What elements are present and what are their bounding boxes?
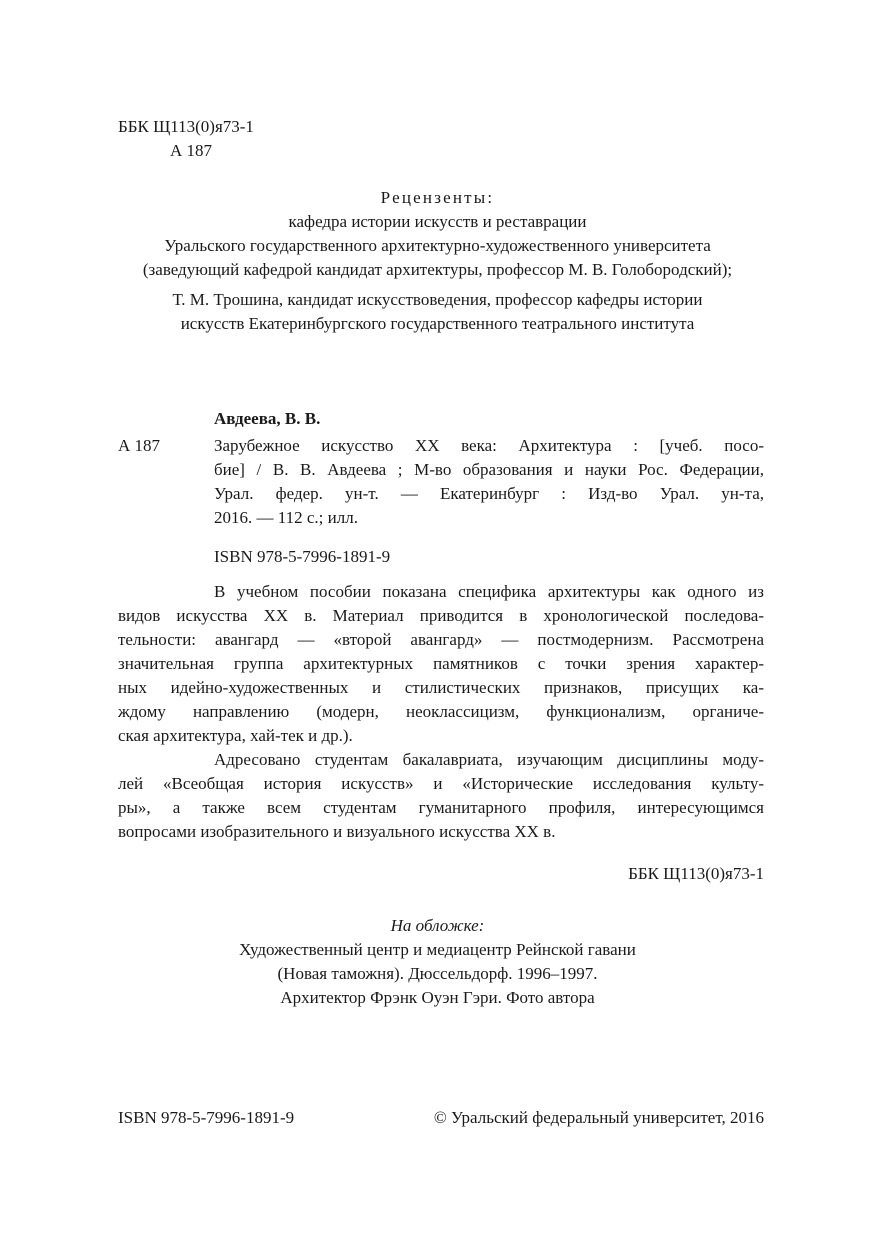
- entry-line: бие] / В. В. Авдеева ; М-во образования и науки Рос. Федерации,: [214, 460, 764, 479]
- annotation-line: ных идейно-художественных и стилистических признаков, присущих ка-: [118, 678, 764, 697]
- entry-author-mark: А 187: [118, 436, 161, 455]
- cover-line: (Новая таможня). Дюссельдорф. 1996–1997.: [277, 964, 598, 983]
- annotation-line: ская архитектура, хай-тек и др.).: [118, 726, 353, 745]
- annotation-line: видов искусства XX в. Материал приводится в хронологической последова-: [118, 606, 764, 625]
- annotation-line: ждому направлению (модерн, неоклассицизм, функционализм, органиче-: [118, 702, 764, 721]
- annotation-line: тельности: авангард — «второй авангард» — постмодернизм. Рассмотрена: [118, 630, 764, 649]
- reviewer-line: Уральского государственного архитектурно-художественного университета: [164, 236, 711, 255]
- annotation: [118, 580, 764, 844]
- bbk-code-bottom: ББК Щ113(0)я73-1: [628, 864, 764, 883]
- reviewer-line: (заведующий кафедрой кандидат архитектуры, профессор М. В. Голобородский);: [142, 260, 733, 279]
- footer-isbn: ISBN 978-5-7996-1891-9: [118, 1108, 295, 1127]
- cover-line: Художественный центр и медиацентр Рейнской гавани: [239, 940, 636, 959]
- cover-line: Архитектор Фрэнк Оуэн Гэри. Фото автора: [280, 988, 595, 1007]
- entry-line: Зарубежное искусство XX века: Архитектура : [учеб. посо-: [214, 436, 764, 455]
- reviewers-list: [0, 210, 875, 336]
- annotation-line: ры», а также всем студентам гуманитарного профиля, интересующимся: [118, 798, 764, 817]
- cover-description: [0, 938, 875, 1010]
- entry-author: Авдеева, В. В.: [214, 409, 321, 428]
- bbk-code-top: ББК Щ113(0)я73-1: [118, 117, 254, 136]
- footer-copyright: © Уральский федеральный университет, 2016: [433, 1108, 764, 1127]
- reviewers-heading: Рецензенты:: [380, 188, 495, 207]
- entry-line: 2016. — 112 с.; илл.: [214, 508, 358, 527]
- reviewer-line: искусств Екатеринбургского государственного театрального института: [180, 314, 695, 333]
- author-mark-top: А 187: [170, 141, 213, 160]
- annotation-line: вопросами изобразительного и визуального искусства XX в.: [118, 822, 556, 841]
- annotation-line: Адресовано студентам бакалавриата, изучающим дисциплины моду-: [214, 750, 764, 769]
- cover-heading: На обложке:: [390, 916, 485, 935]
- entry-line: Урал. федер. ун-т. — Екатеринбург : Изд-во Урал. ун-та,: [214, 484, 764, 503]
- reviewer-line: Т. М. Трошина, кандидат искусствоведения, профессор кафедры истории: [172, 290, 703, 309]
- annotation-line: лей «Всеобщая история искусств» и «Исторические исследования культу-: [118, 774, 764, 793]
- annotation-line: значительная группа архитектурных памятников с точки зрения характер-: [118, 654, 764, 673]
- reviewer-line: кафедра истории искусств и реставрации: [288, 212, 587, 231]
- entry-description: [214, 434, 764, 530]
- entry-isbn: ISBN 978-5-7996-1891-9: [214, 547, 391, 566]
- annotation-line: В учебном пособии показана специфика архитектуры как одного из: [214, 582, 764, 601]
